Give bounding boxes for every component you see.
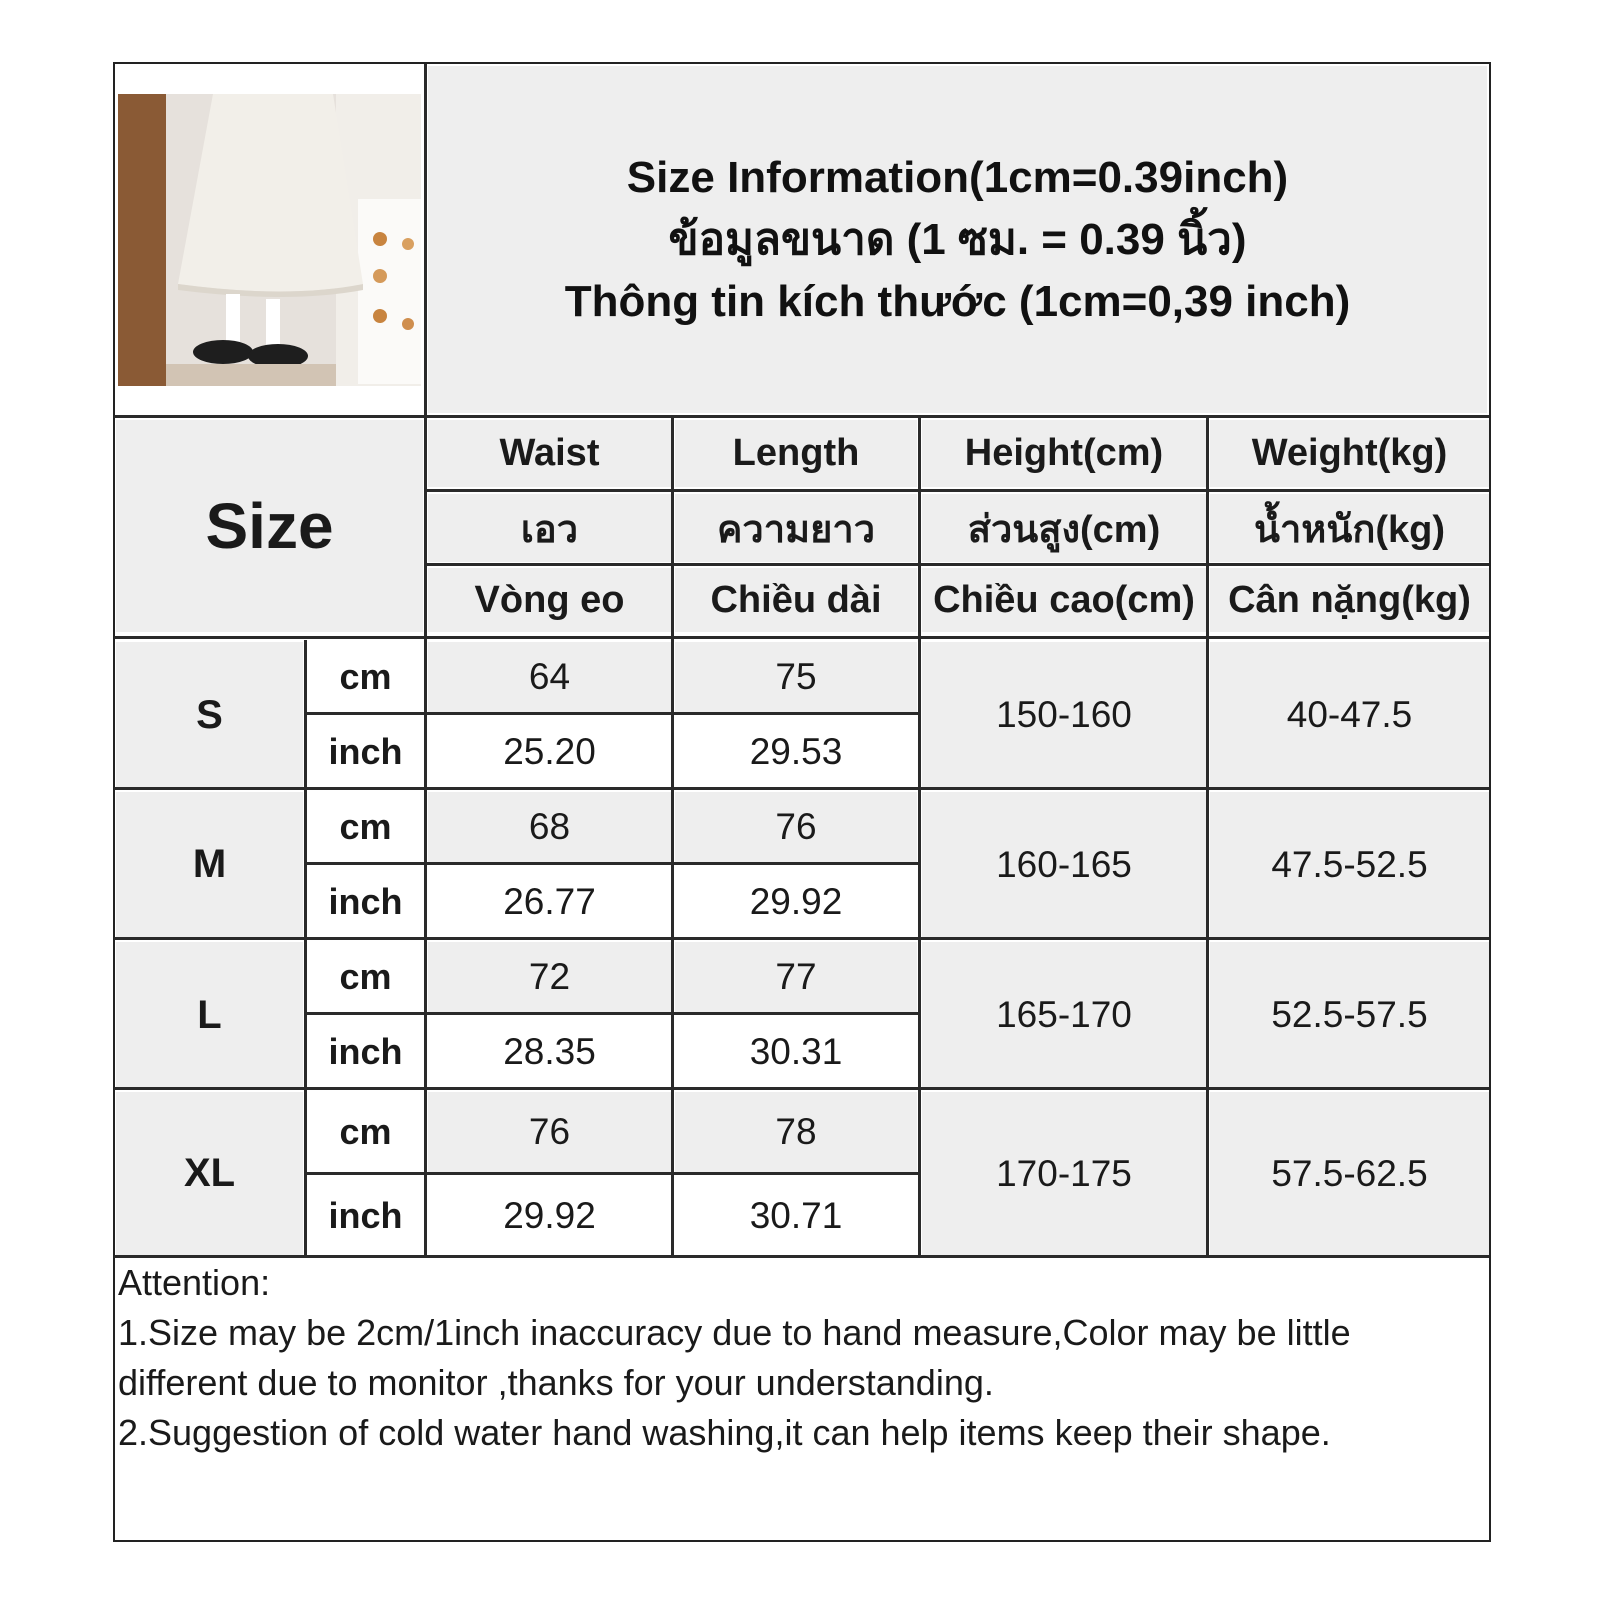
weight-range: 47.5-52.5 bbox=[1210, 792, 1489, 937]
col-length-en: Length bbox=[675, 420, 917, 487]
grid-line bbox=[671, 418, 674, 1258]
length-inch-value: 29.53 bbox=[675, 716, 917, 788]
length-cm-value: 75 bbox=[675, 642, 917, 712]
note-line-2: 2.Suggestion of cold water hand washing,it can help items keep their shape. bbox=[118, 1412, 1331, 1453]
waist-cm-value: 72 bbox=[428, 942, 671, 1012]
length-cm-value: 77 bbox=[675, 942, 917, 1012]
unit-cm: cm bbox=[308, 642, 423, 712]
height-range: 170-175 bbox=[922, 1092, 1206, 1255]
product-photo bbox=[118, 94, 421, 386]
waist-cm-value: 68 bbox=[428, 792, 671, 862]
title-thai: ข้อมูลขนาด (1 ซม. = 0.39 นิ้ว) bbox=[668, 214, 1247, 264]
size-label-l: L bbox=[116, 942, 303, 1088]
waist-inch-value: 26.77 bbox=[428, 866, 671, 937]
unit-cm: cm bbox=[308, 792, 423, 862]
length-inch-value: 30.31 bbox=[675, 1016, 917, 1088]
unit-inch: inch bbox=[308, 1016, 423, 1088]
col-waist-th: เอว bbox=[428, 494, 671, 562]
height-range: 150-160 bbox=[922, 642, 1206, 788]
length-cm-value: 78 bbox=[675, 1092, 917, 1172]
grid-line bbox=[424, 563, 1489, 566]
size-header: Size bbox=[205, 490, 334, 562]
col-weight-en: Weight(kg) bbox=[1210, 420, 1489, 487]
grid-line bbox=[114, 937, 1489, 940]
note-line-1-cont: different due to monitor ,thanks for your understanding. bbox=[118, 1362, 994, 1403]
grid-line bbox=[304, 862, 918, 865]
size-header-cell bbox=[116, 420, 423, 632]
col-height-th: ส่วนสูง(cm) bbox=[922, 494, 1206, 562]
col-length-vi: Chiều dài bbox=[675, 568, 917, 632]
grid-line bbox=[918, 418, 921, 1258]
grid-line bbox=[114, 787, 1489, 790]
grid-line bbox=[1206, 418, 1209, 1258]
grid-line bbox=[424, 64, 427, 1258]
unit-inch: inch bbox=[308, 716, 423, 788]
grid-line bbox=[304, 1012, 918, 1015]
height-range: 160-165 bbox=[922, 792, 1206, 937]
grid-line bbox=[304, 1172, 918, 1175]
title-english: Size Information(1cm=0.39inch) bbox=[626, 152, 1289, 202]
size-label-xl: XL bbox=[116, 1092, 303, 1255]
col-waist-en: Waist bbox=[428, 420, 671, 487]
unit-inch: inch bbox=[308, 1176, 423, 1255]
col-height-en: Height(cm) bbox=[922, 420, 1206, 487]
height-range: 165-170 bbox=[922, 942, 1206, 1088]
unit-cm: cm bbox=[308, 1092, 423, 1172]
weight-range: 40-47.5 bbox=[1210, 642, 1489, 788]
size-label-s: S bbox=[116, 642, 303, 788]
attention-notes bbox=[118, 1258, 1488, 1458]
length-cm-value: 76 bbox=[675, 792, 917, 862]
col-weight-th: น้ำหนัก(kg) bbox=[1210, 494, 1489, 562]
length-inch-value: 29.92 bbox=[675, 866, 917, 937]
title-vietnamese: Thông tin kích thước (1cm=0,39 inch) bbox=[564, 276, 1351, 326]
waist-inch-value: 28.35 bbox=[428, 1016, 671, 1088]
grid-line bbox=[424, 489, 1489, 492]
col-length-th: ความยาว bbox=[675, 494, 917, 562]
waist-cm-value: 64 bbox=[428, 642, 671, 712]
size-information-title bbox=[428, 66, 1487, 413]
col-weight-vi: Cân nặng(kg) bbox=[1210, 568, 1489, 632]
grid-line bbox=[304, 640, 307, 1258]
waist-inch-value: 25.20 bbox=[428, 716, 671, 788]
attention-heading: Attention: bbox=[118, 1262, 271, 1303]
col-waist-vi: Vòng eo bbox=[428, 568, 671, 632]
length-inch-value: 30.71 bbox=[675, 1176, 917, 1255]
unit-inch: inch bbox=[308, 866, 423, 937]
unit-cm: cm bbox=[308, 942, 423, 1012]
note-line-1: 1.Size may be 2cm/1inch inaccuracy due to hand measure,Color may be little bbox=[118, 1312, 1351, 1353]
grid-line bbox=[304, 712, 918, 715]
size-label-m: M bbox=[116, 792, 303, 937]
waist-cm-value: 76 bbox=[428, 1092, 671, 1172]
weight-range: 52.5-57.5 bbox=[1210, 942, 1489, 1088]
waist-inch-value: 29.92 bbox=[428, 1176, 671, 1255]
weight-range: 57.5-62.5 bbox=[1210, 1092, 1489, 1255]
grid-line bbox=[114, 1087, 1489, 1090]
col-height-vi: Chiều cao(cm) bbox=[922, 568, 1206, 632]
grid-line bbox=[114, 636, 1489, 639]
grid-line bbox=[114, 415, 1489, 418]
